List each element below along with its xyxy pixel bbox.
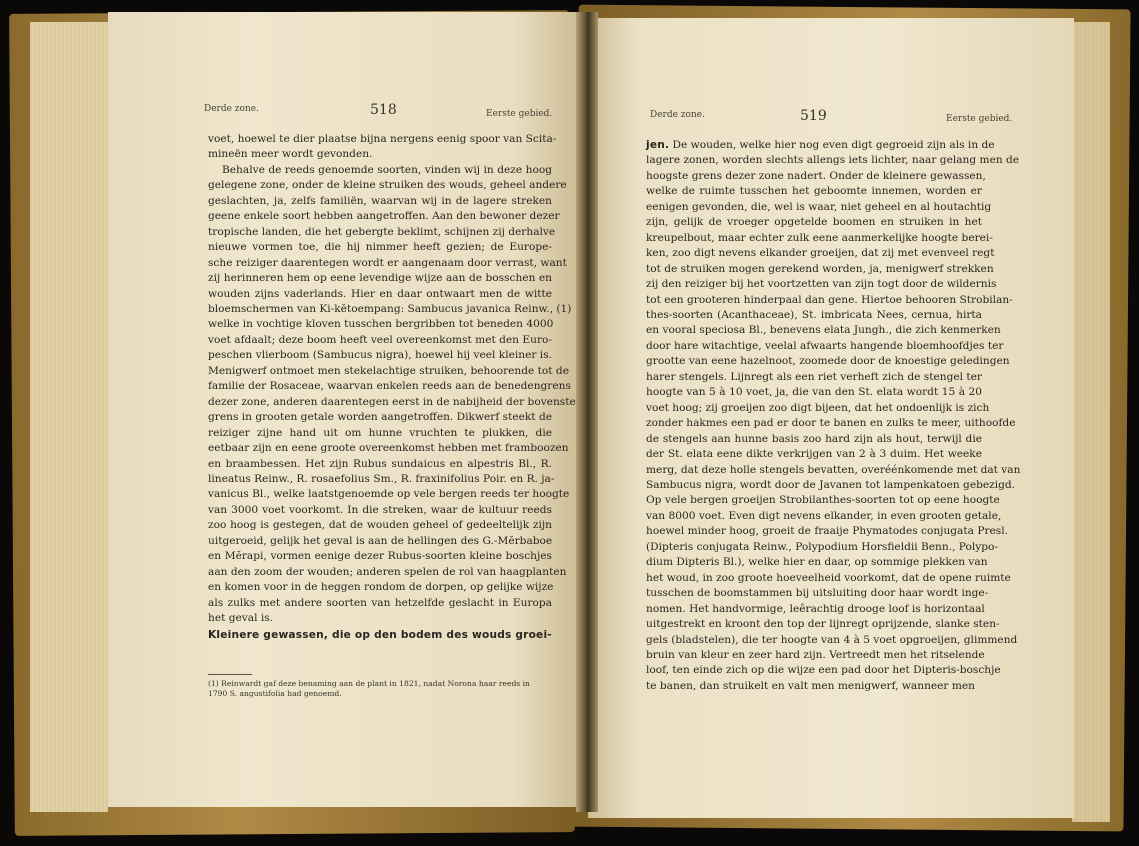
heading-continuation: jen. — [646, 139, 670, 151]
text-line: bloemschermen van Ki-kĕtoempang: Sambucus javanica Reinw., (1) — [208, 302, 572, 315]
text-line: nieuwe vormen toe, die hij nimmer heeft gezien; de Europe- — [208, 241, 552, 254]
text-line: merg, dat deze holle stengels bevatten, overéénkomende met dat van — [646, 463, 1021, 476]
text-line: van 3000 voet voorkomt. In die streken, waar de kultuur reeds — [208, 503, 552, 516]
text-line: en komen voor in de heggen rondom de dorpen, op gelijke wijze — [208, 581, 554, 594]
text-line: vanicus Bl., welke laatstgenoemde op vele bergen reeds ter hoogte — [208, 488, 570, 501]
text-line: welke in vochtige kloven tusschen bergribben tot beneden 4000 — [208, 318, 554, 331]
text-line: door hare witachtige, veelal afwaarts hangende bloemhoofdjes ter — [646, 339, 1004, 352]
running-head-left: Derde zone. — [650, 110, 705, 120]
text-line: zij herinneren hem op eene levendige wijze aan de bosschen en — [208, 272, 552, 285]
text-line: zij den reiziger bij het voortzetten van zijn togt door de wildernis — [646, 278, 997, 291]
text-line: gelegene zone, onder de kleine struiken des wouds, geheel andere — [208, 179, 567, 192]
text-line: zijn, gelijk de vroeger opgetelde boomen en struiken in het — [646, 216, 982, 229]
text-line: van 8000 voet. Even digt nevens elkander, in even grooten getale, — [646, 509, 1002, 522]
text-line: lineatus Reinw., R. rosaefolius Sm., R. fraxinifolius Poir. en R. ja- — [208, 472, 555, 485]
text-line: peschen vlierboom (Sambucus nigra), hoewel hij veel kleiner is. — [208, 349, 552, 362]
text-line: sche reiziger daarentegen wordt er aangenaam door verrast, want — [208, 256, 567, 269]
text-line: eetbaar zijn en eene groote overeenkomst hebben met framboozen — [208, 442, 569, 455]
text-line: der St. elata eene dikte verkrijgen van 2 à 3 duim. Het weeke — [646, 448, 982, 461]
footnote-line: 1790 S. angustifolia had genoemd. — [208, 688, 342, 698]
text-line: het geval is. — [208, 612, 274, 625]
running-head-right: Eerste gebied. — [486, 109, 553, 119]
text-line: tusschen de boomstammen bij uitsluiting door haar wordt inge- — [646, 587, 989, 600]
text-line: gels (bladstelen), die ter hoogte van 4 à 5 voet opgroeijen, glimmend — [646, 633, 1018, 646]
text-line: het woud, in zoo groote hoeveelheid voorkomt, dat de opene ruimte — [646, 571, 1011, 584]
text-line: en Mĕrapi, vormen eenige dezer Rubus-soorten kleine boschjes — [208, 550, 552, 563]
left-page-lines — [208, 132, 576, 627]
footnote-rule — [208, 674, 252, 675]
book-gutter — [576, 12, 598, 812]
page-edges-left — [30, 22, 108, 812]
page-edges-right — [1072, 22, 1110, 822]
text-line: zonder hakmes een pad er door te banen en zulks te meer, uithoofde — [646, 417, 1016, 430]
text-line: hoogte van 5 à 10 voet, ja, die van den St. elata wordt 15 à 20 — [646, 386, 982, 399]
text-line: als zulks met andere soorten van hetzelfde geslacht in Europa — [208, 596, 552, 609]
text-line: en vooral speciosa Bl., benevens elata Jungh., die zich kenmerken — [646, 324, 1001, 337]
text-line: ken, zoo digt nevens elkander groeijen, dat zij met evenveel regt — [646, 247, 995, 260]
right-page-lines — [646, 153, 1021, 694]
text-line: bruin van kleur en zeer hard zijn. Vertreedt men het ritselende — [646, 648, 985, 661]
left-page-body — [208, 132, 576, 643]
text-line: lagere zonen, worden slechts allengs iets lichter, naar gelang men de — [646, 154, 1020, 167]
text-line: grootte van eene hazelnoot, zoomede door de knoestige geledingen — [646, 355, 1010, 368]
text-line: te banen, dan struikelt en valt men menigwerf, wanneer men — [646, 679, 976, 692]
text-line: grens in grooten getale worden aangetroffen. Dikwerf steekt de — [208, 411, 552, 424]
text-line: geene enkele soort hebben aangetroffen. Aan den bewoner dezer — [208, 210, 560, 223]
text-line: voet, hoewel te dier plaatse bijna nergens eenig spoor van Scita- — [208, 133, 557, 145]
running-head-right: Eerste gebied. — [946, 114, 1013, 124]
text-line: reiziger zijne hand uit om hunne vruchten te plukken, die — [208, 426, 552, 439]
text-line: de stengels aan hunne basis zoo hard zijn als hout, terwijl die — [646, 432, 982, 445]
text-line: zoo hoog is gestegen, dat de wouden geheel of gedeeltelijk zijn — [208, 519, 552, 532]
text-line: eenigen gevonden, die, wel is waar, niet geheel en al houtachtig — [646, 200, 992, 213]
text-line: tot een grooteren hinderpaal dan gene. Hiertoe behooren Strobilan- — [646, 293, 1013, 306]
text-line: kreupelbout, maar echter zulk eene aanmerkelijke hoogte berei- — [646, 231, 993, 244]
page-number-left: 518 — [370, 102, 397, 118]
text-line: Sambucus nigra, wordt door de Javanen tot lampenkatoen gebezigd. — [646, 478, 1016, 491]
text-line: loof, ten einde zich op die wijze een pad door het Dipteris-boschje — [646, 664, 1001, 677]
text-line: tot de struiken mogen gerekend worden, ja, menigwerf strekken — [646, 262, 994, 275]
first-line-text: De wouden, welke hier nog even digt gegroeid zijn als in de — [669, 139, 995, 151]
text-line: thes-soorten (Acanthaceae), St. imbricata Nees, cernua, hirta — [646, 308, 982, 321]
text-line: (Dipteris conjugata Reinw., Polypodium Horsfieldii Benn., Polypo- — [646, 540, 998, 553]
section-heading: Kleinere gewassen, die op den bodem des wouds groei- — [208, 628, 552, 641]
text-line: aan den zoom der wouden; anderen spelen de rol van haagplanten — [208, 565, 567, 578]
text-line: welke de ruimte tusschen het geboomte innemen, worden er — [646, 185, 982, 198]
text-line: voet afdaalt; deze boom heeft veel overeenkomst met den Euro- — [208, 333, 552, 346]
text-line: dium Dipteris Bl.), welke hier en daar, op sommige plekken van — [646, 556, 988, 569]
text-line: uitgeroeid, gelijk het geval is aan de hellingen des G.-Mĕrbaboe — [208, 534, 553, 547]
text-line: hoogste grens dezer zone nadert. Onder de kleinere gewassen, — [646, 169, 986, 182]
text-line: geslachten, ja, zelfs familiën, waarvan wij in de lagere streken — [208, 194, 552, 207]
text-line: harer stengels. Lijnregt als een riet verheft zich de stengel ter — [646, 370, 982, 383]
left-page — [108, 12, 586, 807]
right-page-body — [646, 138, 1021, 694]
text-line: mineën meer wordt gevonden. — [208, 148, 373, 161]
text-line: wouden zijns vaderlands. Hier en daar ontwaart men de witte — [208, 287, 552, 300]
text-line: en braambessen. Het zijn Rubus sundaicus en alpestris Bl., R. — [208, 457, 552, 470]
page-number-right: 519 — [800, 108, 827, 124]
text-line: Menigwerf ontmoet men stekelachtige struiken, behoorende tot de — [208, 364, 569, 377]
running-head-left: Derde zone. — [204, 104, 259, 114]
text-line: voet hoog; zij groeijen zoo digt bijeen, dat het ondoenlijk is zich — [646, 401, 990, 414]
text-line: uitgestrekt en kroont den top der lijnregt oprijzende, slanke sten- — [646, 618, 1000, 631]
text-line: nomen. Het handvormige, leêrachtig drooge loof is horizontaal — [646, 602, 985, 615]
text-line: hoewel minder hoog, groeit de fraaije Phymatodes conjugata Presl. — [646, 525, 1008, 538]
footnote — [208, 679, 552, 698]
text-line: tropische landen, die het gebergte beklimt, schijnen zij derhalve — [208, 225, 556, 238]
text-line: Op vele bergen groeijen Strobilanthes-soorten tot op eene hoogte — [646, 494, 1000, 507]
text-line: dezer zone, anderen daarentegen eerst in de nabijheid der bovenste — [208, 395, 576, 408]
footnote-line: (1) Reinwardt gaf deze benaming aan de plant in 1821, nadat Norona haar reeds in — [208, 679, 530, 688]
first-line — [646, 138, 995, 153]
text-line: familie der Rosaceae, waarvan enkelen reeds aan de benedengrens — [208, 380, 571, 393]
text-line: Behalve de reeds genoemde soorten, vinden wij in deze hoog — [222, 163, 552, 176]
right-page — [588, 18, 1074, 818]
